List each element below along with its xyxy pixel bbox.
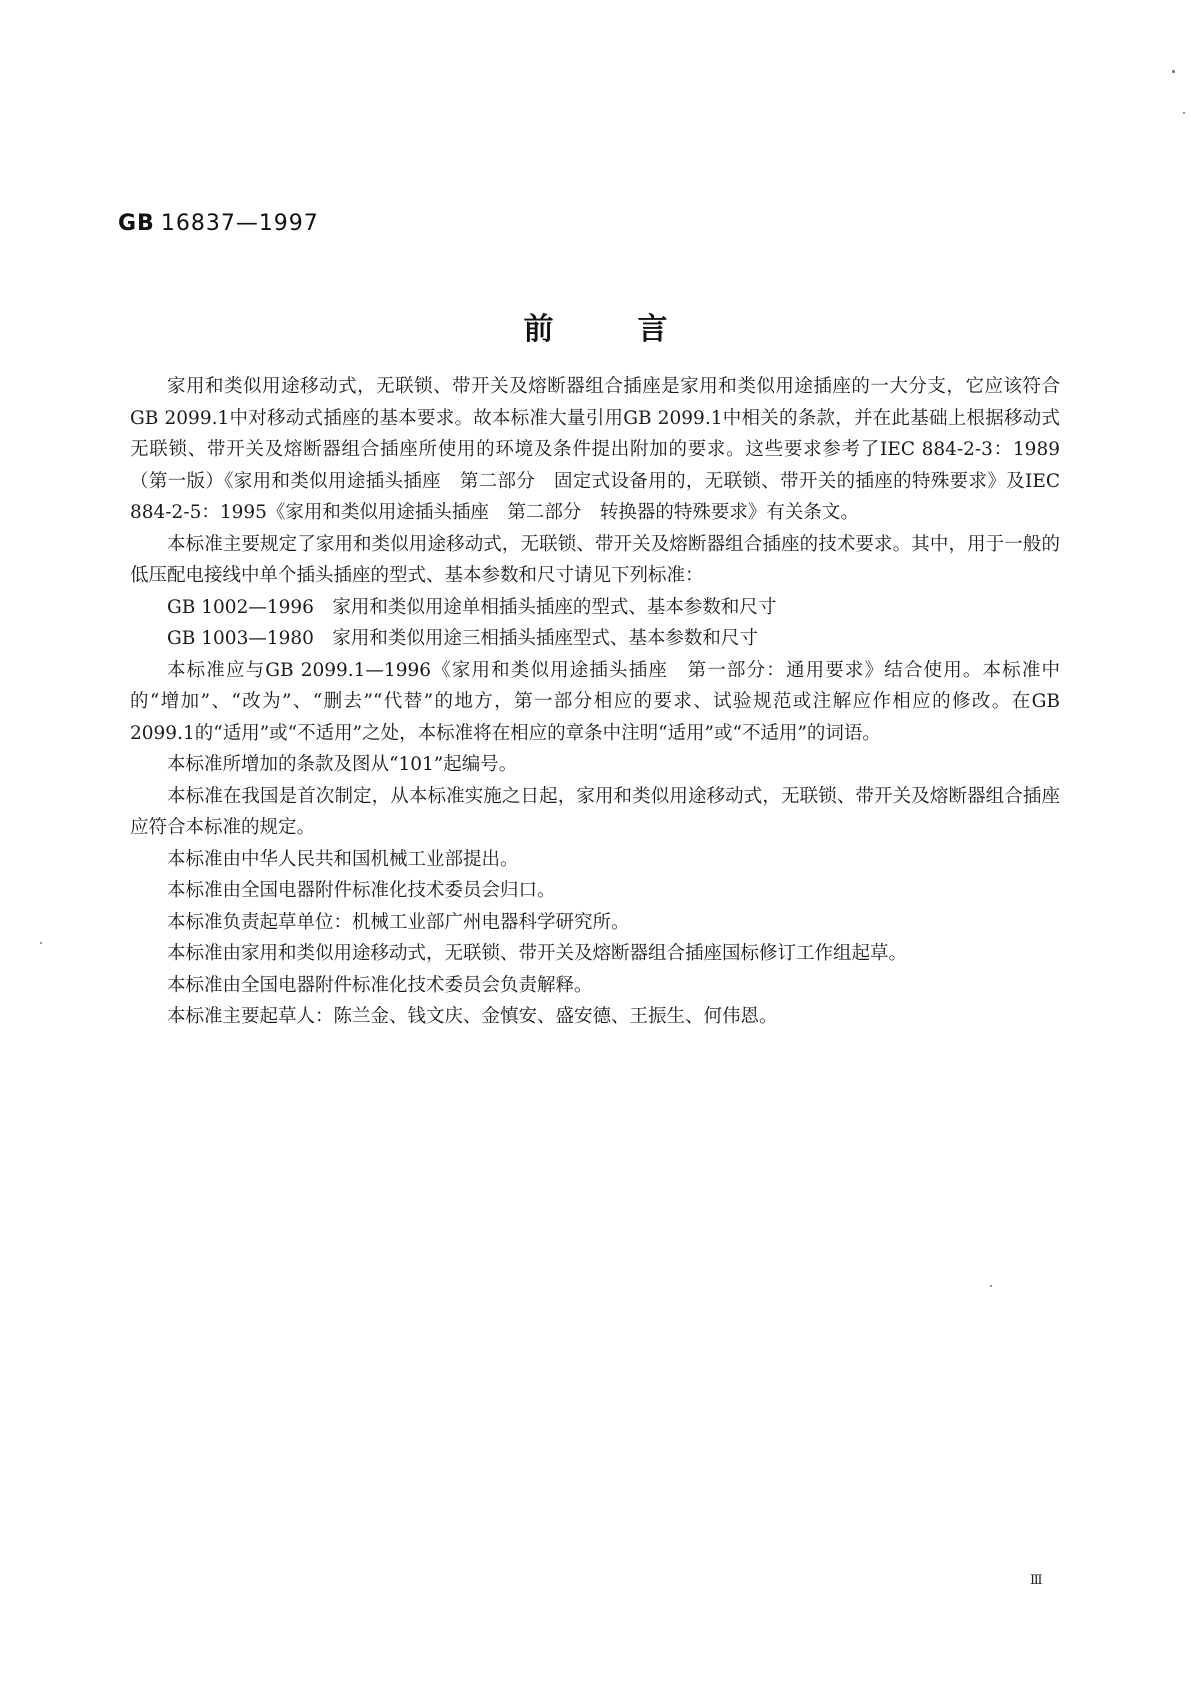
scan-speck (1183, 112, 1185, 114)
paragraph-first-issue: 本标准在我国是首次制定，从本标准实施之日起，家用和类似用途移动式，无联锁、带开关及熔断器组合插座应符合本标准的规定。 (130, 785, 1060, 838)
reference-gb1002: GB 1002—1996 家用和类似用途单相插头插座的型式、基本参数和尺寸 (167, 596, 777, 618)
standard-prefix: GB (118, 211, 155, 236)
paragraph-drafted-by: 本标准由家用和类似用途移动式，无联锁、带开关及熔断器组合插座国标修订工作组起草。 (167, 943, 908, 964)
reference-gb1003: GB 1003—1980 家用和类似用途三相插头插座型式、基本参数和尺寸 (167, 628, 758, 649)
page-title: 前言 (523, 312, 752, 347)
paragraph-interpretation: 本标准由全国电器附件标准化技术委员会负责解释。 (167, 974, 593, 996)
paragraph-drafters: 本标准主要起草人：陈兰金、钱文庆、金慎安、盛安德、王振生、何伟恩。 (167, 1006, 778, 1027)
standard-number (118, 211, 319, 236)
paragraph-usage: 本标准应与GB 2099.1—1996《家用和类似用途插头插座 第一部分：通用要求》结合使用。本标准中的“增加”、“改为”、“删去”“代替”的地方，第一部分相应的要求、试验规范或注解应作相应的修改。在GB 2099.1的“适用”或“不适用”之处，本标准将在相应的章条中注明“适用”或“不适用”的词语。 (130, 659, 1060, 744)
scan-speck (1172, 70, 1175, 73)
scan-speck (40, 942, 42, 944)
paragraph-proposed-by: 本标准由中华人民共和国机械工业部提出。 (167, 848, 519, 870)
standard-code: 16837—1997 (160, 211, 319, 236)
page-number: Ⅲ (1030, 1573, 1043, 1588)
scan-speck (990, 1285, 992, 1287)
paragraph-intro: 家用和类似用途移动式，无联锁、带开关及熔断器组合插座是家用和类似用途插座的一大分支，它应该符合GB 2099.1中对移动式插座的基本要求。故本标准大量引用GB 2099.1中相关的条款，并在此基础上根据移动式无联锁、带开关及熔断器组合插座所使用的环境及条件提出附加的要求。这些要求参考了IEC 884-2-3：1989（第一版）《家用和类似用途插头插座 第二部分 固定式设备用的，无联锁、带开关的插座的特殊要求》及IEC 884-2-5：1995《家用和类似用途插头插座 第二部分 转换器的特殊要求》有关条文。 (130, 376, 1060, 523)
paragraph-centralized-by: 本标准由全国电器附件标准化技术委员会归口。 (167, 880, 556, 901)
paragraph-drafting-unit: 本标准负责起草单位：机械工业部广州电器科学研究所。 (167, 911, 630, 933)
paragraph-numbering: 本标准所增加的条款及图从“101”起编号。 (167, 754, 518, 775)
foreword-body (130, 371, 1060, 1033)
paragraph-scope: 本标准主要规定了家用和类似用途移动式，无联锁、带开关及熔断器组合插座的技术要求。其中，用于一般的低压配电接线中单个插头插座的型式、基本参数和尺寸请见下列标准： (130, 533, 1060, 586)
